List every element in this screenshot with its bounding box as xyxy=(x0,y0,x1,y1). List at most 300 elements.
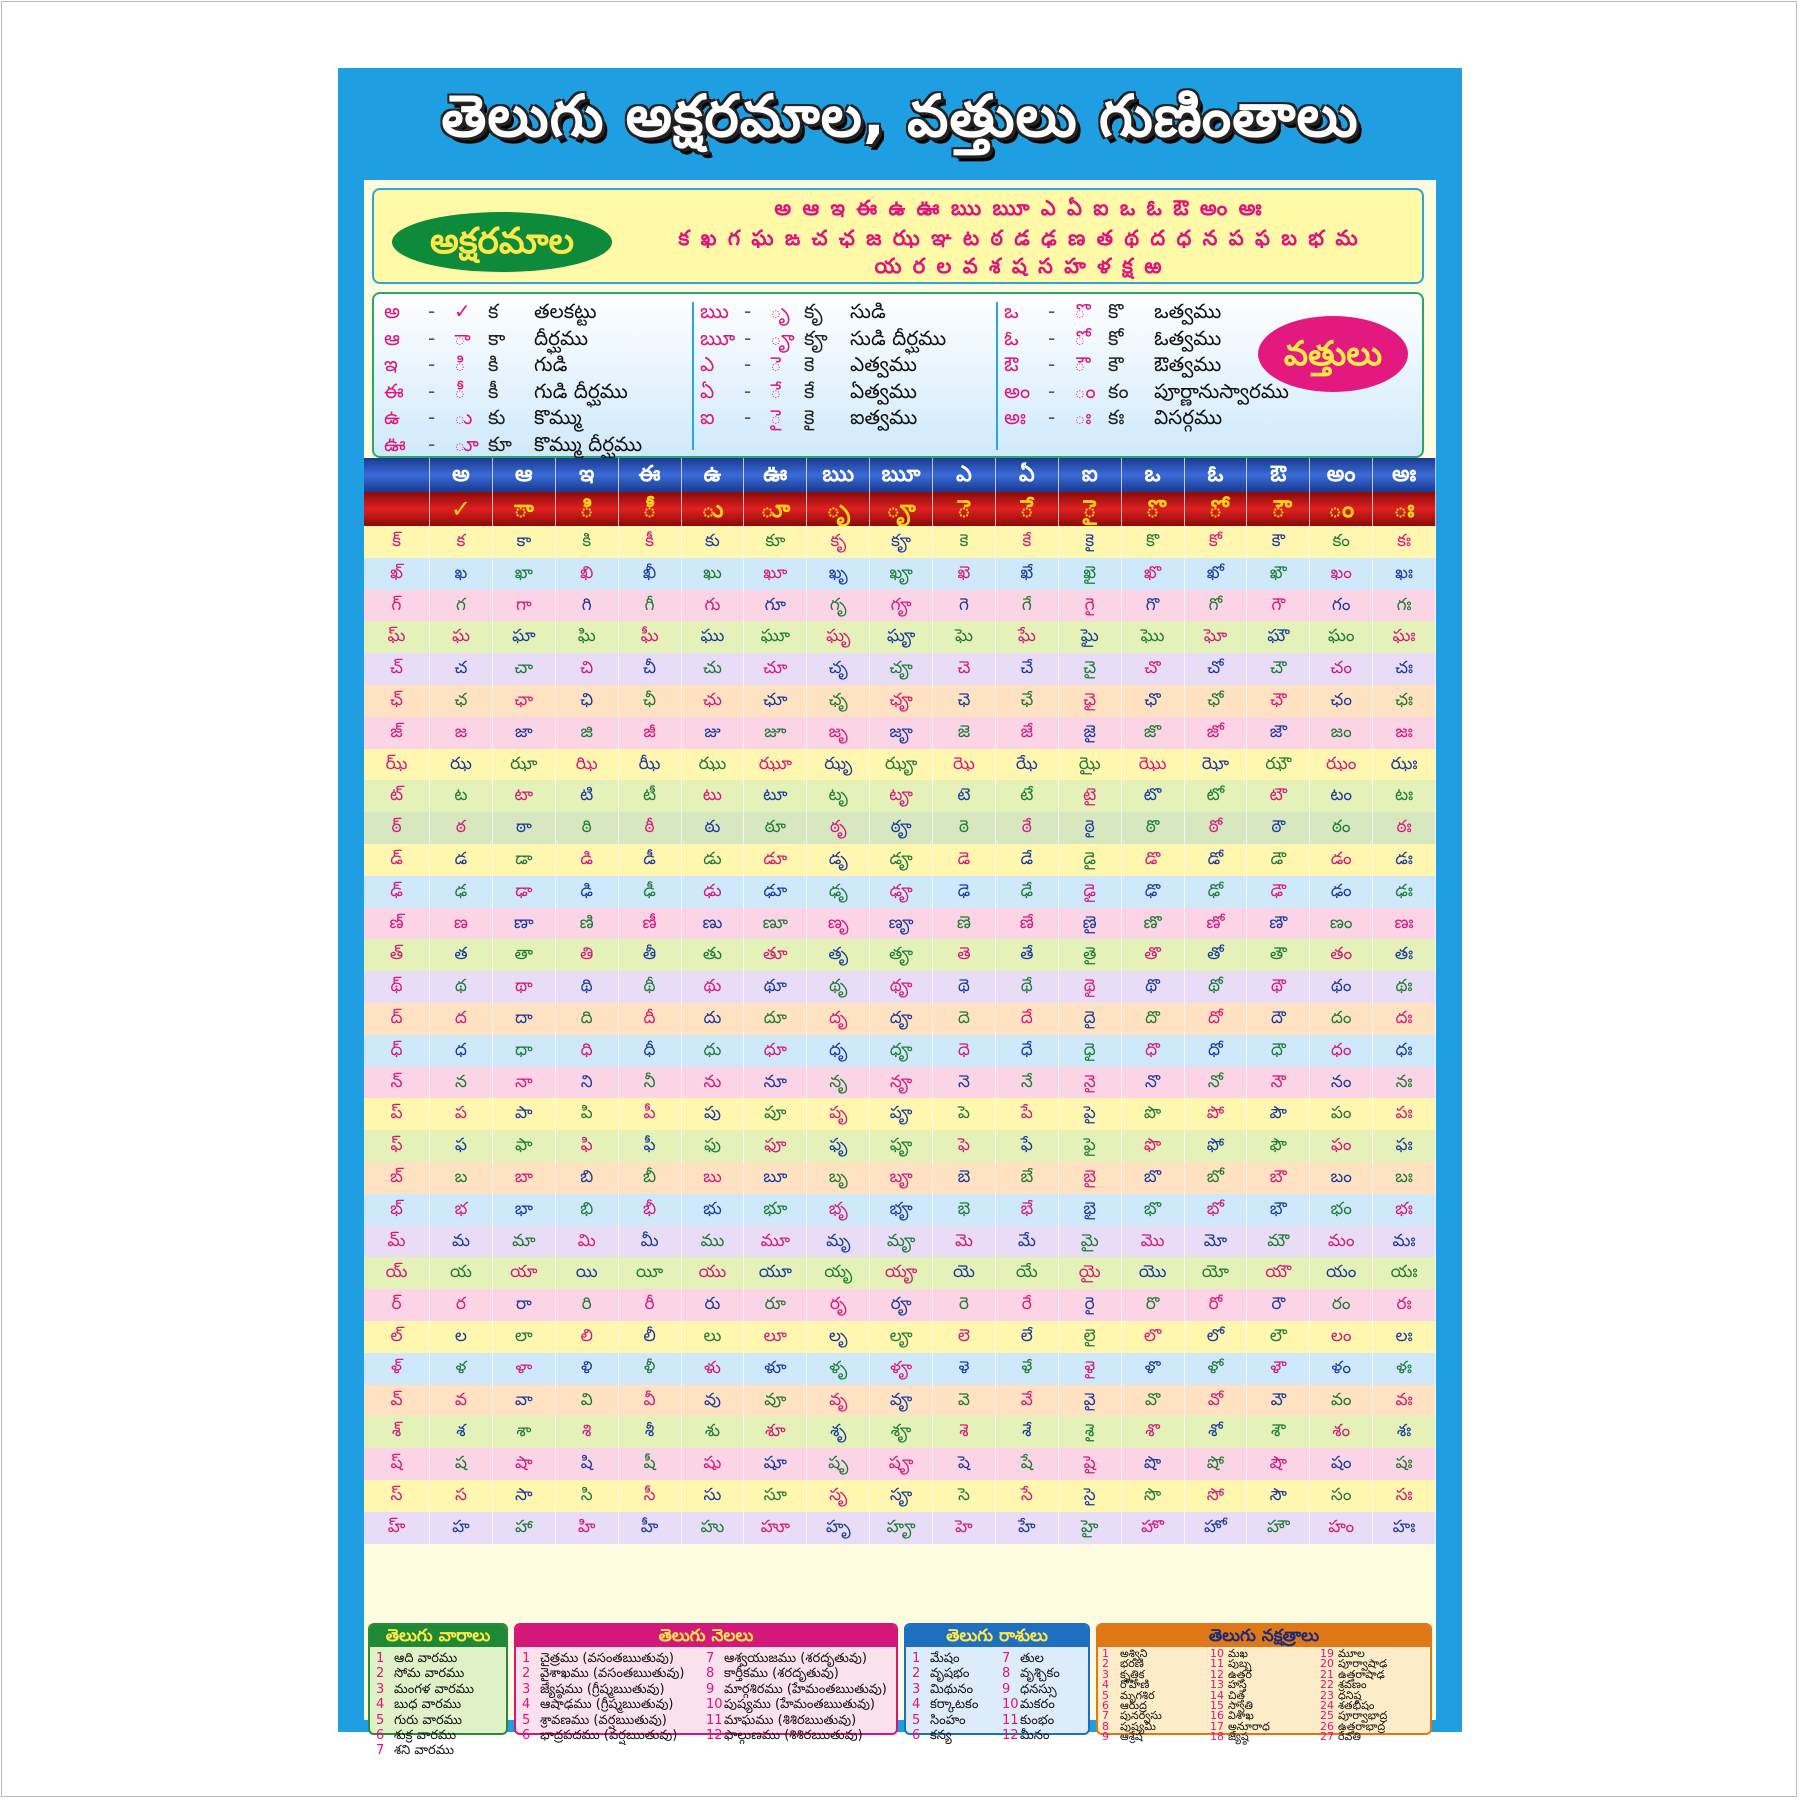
nakshatralu-box xyxy=(1096,1623,1432,1744)
vattulu-ka: కృ xyxy=(804,299,823,323)
rasulu-item xyxy=(1002,1697,1060,1712)
varalu-item xyxy=(376,1682,474,1697)
vowel-header-cell: ఇ xyxy=(556,458,619,492)
varalu-text: బుధ వారము xyxy=(394,1697,462,1713)
gunintham-cell: నం xyxy=(1310,1067,1373,1099)
vattulu-dash: - xyxy=(1048,378,1056,403)
gunintham-cell: ల xyxy=(430,1321,493,1353)
consonant-cell: ణ్ xyxy=(364,908,430,940)
gunintham-cell: ధీ xyxy=(619,1035,682,1067)
varalu-text: సోమ వారము xyxy=(394,1666,465,1682)
gunintham-cell: గే xyxy=(996,590,1059,622)
gunintham-cell: ఘో xyxy=(1185,621,1248,653)
vowel-header-cell: అ xyxy=(430,458,493,492)
gunintham-cell: షే xyxy=(996,1448,1059,1480)
gunintham-cell: భః xyxy=(1373,1194,1436,1226)
gunintham-cell: ఝ xyxy=(430,749,493,781)
vattulu-dash: - xyxy=(1048,352,1056,376)
nakshatralu-text: ఉత్తరాభాద్ర xyxy=(1338,1719,1386,1733)
gunintham-cell: కి xyxy=(556,526,619,558)
gunintham-cell: ఠౄ xyxy=(870,812,933,844)
varalu-item xyxy=(376,1651,474,1666)
gunintham-cell: యౄ xyxy=(870,1257,933,1289)
gunintham-cell: జ xyxy=(430,717,493,749)
nakshatralu-number: 4 xyxy=(1102,1678,1109,1692)
header-corner xyxy=(364,458,430,492)
gunintham-cell: కొ xyxy=(1122,526,1185,558)
gunintham-cell: మీ xyxy=(619,1226,682,1258)
vattulu-row xyxy=(384,431,684,458)
vattulu-name: ఔత్వము xyxy=(1154,352,1222,376)
rasulu-item xyxy=(912,1713,978,1728)
gunintham-cell: చీ xyxy=(619,653,682,685)
nakshatralu-number: 15 xyxy=(1210,1699,1224,1713)
gunintham-cell: చి xyxy=(556,653,619,685)
gunintham-cell: ఛః xyxy=(1373,685,1436,717)
gunintham-cell: ఘే xyxy=(996,621,1059,653)
gunintham-cell: ళు xyxy=(682,1353,745,1385)
vattulu-ka: కి xyxy=(488,352,499,376)
gunintham-cell: ఫే xyxy=(996,1130,1059,1162)
nelalu-number: 11 xyxy=(706,1712,723,1728)
nakshatralu-number: 13 xyxy=(1210,1678,1224,1692)
nakshatralu-number: 2 xyxy=(1102,1657,1109,1671)
gunintham-cell: ఢో xyxy=(1185,876,1248,908)
gunintham-cell: తృ xyxy=(807,939,870,971)
aksharamala-box xyxy=(372,188,1424,284)
vattulu-dash: - xyxy=(744,378,752,403)
nakshatralu-text: మఖ xyxy=(1228,1647,1248,1660)
nakshatralu-text: పునర్వసు xyxy=(1120,1709,1162,1723)
gunintham-cell: నః xyxy=(1373,1067,1436,1099)
nakshatralu-number: 18 xyxy=(1210,1730,1224,1744)
gunintham-cell: ఝూ xyxy=(744,749,807,781)
gunintham-cell: కు xyxy=(682,526,745,558)
gunintham-cell: కృ xyxy=(807,526,870,558)
gunintham-cell: రా xyxy=(493,1289,556,1321)
gunintham-cell: శి xyxy=(556,1416,619,1448)
vattulu-sym: ✓ xyxy=(454,299,471,323)
varalu-number: 1 xyxy=(376,1651,385,1666)
gunintham-cell: చో xyxy=(1185,653,1248,685)
vattulu-column-1 xyxy=(384,298,684,457)
consonant-cell: మ్ xyxy=(364,1226,430,1258)
gunintham-row xyxy=(364,1321,1436,1353)
gunintham-cell: భె xyxy=(933,1194,996,1226)
gunintham-row xyxy=(364,1353,1436,1385)
gunintham-cell: ఢీ xyxy=(619,876,682,908)
gunintham-cell: ఖో xyxy=(1185,558,1248,590)
rasulu-item xyxy=(1002,1728,1060,1743)
gunintham-cell: ఖా xyxy=(493,558,556,590)
gunintham-cell: త xyxy=(430,939,493,971)
vattulu-name: ఎత్వము xyxy=(850,352,917,376)
vattulu-letter: ఒ xyxy=(1004,299,1019,323)
vowel-header-cell: ఎ xyxy=(933,458,996,492)
rasulu-text: మేషం xyxy=(930,1651,960,1666)
gunintham-cell: ఝొ xyxy=(1122,749,1185,781)
gunintham-cell: సొ xyxy=(1122,1480,1185,1512)
vattulu-column-3 xyxy=(1004,298,1289,431)
varalu-text: మంగళ వారము xyxy=(394,1681,475,1697)
gunintham-cell: పూ xyxy=(744,1098,807,1130)
gunintham-cell: ధౄ xyxy=(870,1035,933,1067)
gunintham-cell: వా xyxy=(493,1385,556,1417)
gunintham-cell: దొ xyxy=(1122,1003,1185,1035)
gunintham-cell: తం xyxy=(1310,939,1373,971)
gunintham-row xyxy=(364,749,1436,781)
gunintham-cell: గి xyxy=(556,590,619,622)
gunintham-cell: భౄ xyxy=(870,1194,933,1226)
gunintham-cell: హృ xyxy=(807,1512,870,1544)
gunintham-cell: గీ xyxy=(619,590,682,622)
nelalu-number: 1 xyxy=(522,1651,531,1666)
vattulu-letter: ఊ xyxy=(384,431,406,456)
consonant-cell: ధ్ xyxy=(364,1035,430,1067)
gunintham-cell: ఢే xyxy=(996,876,1059,908)
nelalu-text: శ్రావణము (వర్షఋతువు) xyxy=(540,1712,667,1728)
gunintham-cell: సృ xyxy=(807,1480,870,1512)
gunintham-cell: ధో xyxy=(1185,1035,1248,1067)
gunintham-cell: లో xyxy=(1185,1321,1248,1353)
nelalu-item xyxy=(522,1682,684,1697)
gunintham-cell: ఛే xyxy=(996,685,1059,717)
gunintham-cell: టె xyxy=(933,780,996,812)
gunintham-cell: ఠొ xyxy=(1122,812,1185,844)
gunintham-cell: షా xyxy=(493,1448,556,1480)
gunintham-cell: షు xyxy=(682,1448,745,1480)
nakshatralu-number: 25 xyxy=(1320,1709,1334,1723)
gunintham-cell: ఢు xyxy=(682,876,745,908)
gunintham-cell: నూ xyxy=(744,1067,807,1099)
gunintham-cell: నై xyxy=(1059,1067,1122,1099)
nakshatralu-text: చిత్త xyxy=(1228,1688,1245,1702)
gunintham-cell: ణౄ xyxy=(870,908,933,940)
gunintham-cell: డా xyxy=(493,844,556,876)
vattulu-sym: ే xyxy=(770,378,782,403)
rasulu-item xyxy=(1002,1713,1060,1728)
gunintham-cell: ఝీ xyxy=(619,749,682,781)
vattulu-name: సుడి xyxy=(850,299,886,323)
gunintham-cell: రృ xyxy=(807,1289,870,1321)
sign-header-cell: ి xyxy=(556,492,619,526)
gunintham-cell: హూ xyxy=(744,1512,807,1544)
gunintham-cell: ఝౌ xyxy=(1247,749,1310,781)
vattulu-sym: ౌ xyxy=(1074,352,1086,376)
nakshatralu-heading: తెలుగు నక్షత్రాలు xyxy=(1098,1625,1430,1647)
gunintham-cell: ఠౌ xyxy=(1247,812,1310,844)
gunintham-cell: ఫొ xyxy=(1122,1130,1185,1162)
gunintham-cell: లం xyxy=(1310,1321,1373,1353)
gunintham-cell: డే xyxy=(996,844,1059,876)
gunintham-cell: వృ xyxy=(807,1385,870,1417)
gunintham-cell: బా xyxy=(493,1162,556,1194)
gunintham-cell: భౌ xyxy=(1247,1194,1310,1226)
vattulu-sym: ె xyxy=(770,352,782,376)
vattulu-letter: అం xyxy=(1004,378,1031,403)
gunintham-cell: వె xyxy=(933,1385,996,1417)
gunintham-cell: ద xyxy=(430,1003,493,1035)
gunintham-cell: టో xyxy=(1185,780,1248,812)
gunintham-cell: జూ xyxy=(744,717,807,749)
nakshatralu-number: 21 xyxy=(1320,1667,1334,1681)
gunintham-cell: సం xyxy=(1310,1480,1373,1512)
gunintham-cell: ఝో xyxy=(1185,749,1248,781)
sign-header-cell: ః xyxy=(1373,492,1436,526)
gunintham-cell: గై xyxy=(1059,590,1122,622)
gunintham-cell: లు xyxy=(682,1321,745,1353)
rasulu-item xyxy=(1002,1682,1060,1697)
nakshatralu-list-3 xyxy=(1320,1649,1387,1743)
gunintham-cell: య xyxy=(430,1257,493,1289)
gunintham-cell: బో xyxy=(1185,1162,1248,1194)
rasulu-text: కన్య xyxy=(930,1728,952,1744)
nelalu-number: 9 xyxy=(706,1681,715,1697)
gunintham-cell: చ xyxy=(430,653,493,685)
gunintham-cell: టీ xyxy=(619,780,682,812)
vowel-header-cell: ఒ xyxy=(1122,458,1185,492)
gunintham-cell: లౄ xyxy=(870,1321,933,1353)
gunintham-row xyxy=(364,844,1436,876)
sign-header-cell: ే xyxy=(996,492,1059,526)
weekdays-list xyxy=(376,1651,474,1759)
consonant-cell: చ్ xyxy=(364,653,430,685)
gunintham-cell: శొ xyxy=(1122,1416,1185,1448)
consonant-cell: న్ xyxy=(364,1067,430,1099)
gunintham-cell: ఠం xyxy=(1310,812,1373,844)
gunintham-cell: వో xyxy=(1185,1385,1248,1417)
gunintham-cell: ధం xyxy=(1310,1035,1373,1067)
vattulu-row xyxy=(384,298,684,325)
vattulu-divider xyxy=(996,302,998,450)
gunintham-cell: ణె xyxy=(933,908,996,940)
gunintham-cell: యు xyxy=(682,1257,745,1289)
gunintham-cell: షై xyxy=(1059,1448,1122,1480)
gunintham-cell: కా xyxy=(493,526,556,558)
gunintham-cell: ఘం xyxy=(1310,621,1373,653)
gunintham-cell: జా xyxy=(493,717,556,749)
gunintham-cell: కం xyxy=(1310,526,1373,558)
vattulu-row xyxy=(1004,351,1264,378)
gunintham-cell: యై xyxy=(1059,1257,1122,1289)
vattulu-ka: కొ xyxy=(1108,299,1124,323)
nakshatralu-number: 5 xyxy=(1102,1688,1109,1702)
gunintham-row xyxy=(364,1226,1436,1258)
gunintham-cell: వి xyxy=(556,1385,619,1417)
gunintham-cell: బై xyxy=(1059,1162,1122,1194)
nakshatralu-number: 11 xyxy=(1210,1657,1224,1671)
gunintham-cell: కే xyxy=(996,526,1059,558)
gunintham-cell: ఘీ xyxy=(619,621,682,653)
nakshatralu-item xyxy=(1102,1732,1162,1742)
nakshatralu-text: హస్త xyxy=(1228,1678,1247,1692)
gunintham-cell: బీ xyxy=(619,1162,682,1194)
rasulu-number: 2 xyxy=(912,1666,921,1682)
gunintham-cell: నీ xyxy=(619,1067,682,1099)
gunintham-cell: ఝః xyxy=(1373,749,1436,781)
vattulu-sym: ి xyxy=(454,352,466,376)
gunintham-cell: ఘః xyxy=(1373,621,1436,653)
gunintham-cell: డం xyxy=(1310,844,1373,876)
gunintham-row xyxy=(364,1162,1436,1194)
gunintham-cell: నే xyxy=(996,1067,1059,1099)
sign-header-cell: ూ xyxy=(744,492,807,526)
gunintham-cell: టౌ xyxy=(1247,780,1310,812)
gunintham-cell: బే xyxy=(996,1162,1059,1194)
gunintham-cell: శే xyxy=(996,1416,1059,1448)
gunintham-cell: భు xyxy=(682,1194,745,1226)
vattulu-letter: ౠ xyxy=(700,325,736,350)
vowel-header-cell: ఈ xyxy=(619,458,682,492)
gunintham-cell: డె xyxy=(933,844,996,876)
consonant-cell: జ్ xyxy=(364,717,430,749)
gunintham-cell: తా xyxy=(493,939,556,971)
gunintham-cell: దె xyxy=(933,1003,996,1035)
nakshatralu-text: పూర్వాభాద్ర xyxy=(1338,1709,1388,1723)
vattulu-dash: - xyxy=(428,352,436,376)
gunintham-cell: ఛీ xyxy=(619,685,682,717)
gunintham-cell: ము xyxy=(682,1226,745,1258)
gunintham-cell: ఛు xyxy=(682,685,745,717)
gunintham-cell: బ xyxy=(430,1162,493,1194)
nakshatralu-text: భరణి xyxy=(1120,1657,1144,1671)
gunintham-cell: యొ xyxy=(1122,1257,1185,1289)
gunintham-cell: ఢొ xyxy=(1122,876,1185,908)
vattulu-row xyxy=(384,351,684,378)
rasulu-number: 3 xyxy=(912,1681,921,1697)
nakshatralu-number: 1 xyxy=(1102,1647,1109,1660)
gunintham-cell: దౄ xyxy=(870,1003,933,1035)
rasulu-number: 8 xyxy=(1002,1666,1011,1682)
gunintham-cell: శౄ xyxy=(870,1416,933,1448)
gunintham-cell: శృ xyxy=(807,1416,870,1448)
gunintham-cell: ళి xyxy=(556,1353,619,1385)
gunintham-cell: టౄ xyxy=(870,780,933,812)
sign-header-cell: ం xyxy=(1310,492,1373,526)
nakshatralu-text: ఉత్తర xyxy=(1228,1667,1252,1681)
varalu-item xyxy=(376,1713,474,1728)
gunintham-cell: థా xyxy=(493,971,556,1003)
gunintham-cell: మొ xyxy=(1122,1226,1185,1258)
gunintham-cell: ళీ xyxy=(619,1353,682,1385)
gunintham-cell: ఫు xyxy=(682,1130,745,1162)
nelalu-item xyxy=(706,1728,887,1743)
gunintham-cell: ఖ xyxy=(430,558,493,590)
gunintham-cell: ఫః xyxy=(1373,1130,1436,1162)
vattulu-ka: కై xyxy=(804,405,815,429)
sign-header-cell: ✓ xyxy=(430,492,493,526)
gunintham-row xyxy=(364,939,1436,971)
header-corner xyxy=(364,492,430,526)
gunintham-cell: ళః xyxy=(1373,1353,1436,1385)
vattulu-ka: కౄ xyxy=(804,325,828,350)
rasulu-text: ధనస్సు xyxy=(1020,1681,1057,1697)
gunintham-cell: సే xyxy=(996,1480,1059,1512)
nakshatralu-number: 26 xyxy=(1320,1719,1334,1733)
gunintham-cell: షె xyxy=(933,1448,996,1480)
gunintham-cell: థొ xyxy=(1122,971,1185,1003)
gunintham-cell: వం xyxy=(1310,1385,1373,1417)
gunintham-cell: ఠూ xyxy=(744,812,807,844)
gunintham-cell: ధి xyxy=(556,1035,619,1067)
gunintham-cell: ఢా xyxy=(493,876,556,908)
gunintham-cell: వే xyxy=(996,1385,1059,1417)
vattulu-dash: - xyxy=(744,325,752,350)
consonant-cell: డ్ xyxy=(364,844,430,876)
gunintham-cell: ధొ xyxy=(1122,1035,1185,1067)
gunintham-cell: జి xyxy=(556,717,619,749)
nakshatralu-number: 16 xyxy=(1210,1709,1224,1723)
rasulu-list-2 xyxy=(1002,1651,1060,1743)
gunintham-cell: నా xyxy=(493,1067,556,1099)
gunintham-cell: కూ xyxy=(744,526,807,558)
rasulu-text: మకరం xyxy=(1020,1697,1055,1713)
gunintham-cell: ఘె xyxy=(933,621,996,653)
nelalu-number: 12 xyxy=(706,1728,723,1744)
gunintham-cell: ఢె xyxy=(933,876,996,908)
gunintham-row xyxy=(364,1067,1436,1099)
rasulu-item xyxy=(912,1682,978,1697)
vattulu-row xyxy=(384,404,684,431)
vattulu-row xyxy=(1004,325,1264,352)
vattulu-ka: క xyxy=(488,299,499,323)
gunintham-cell: నౌ xyxy=(1247,1067,1310,1099)
rasulu-number: 5 xyxy=(912,1712,921,1728)
nakshatralu-text: రేవతి xyxy=(1338,1730,1361,1744)
nakshatralu-text: శ్రవణం xyxy=(1338,1678,1367,1692)
months-list-1 xyxy=(522,1651,684,1743)
vattulu-sym: ై xyxy=(770,405,782,429)
vattulu-dash: - xyxy=(428,431,436,456)
gunintham-cell: రం xyxy=(1310,1289,1373,1321)
gunintham-cell: గః xyxy=(1373,590,1436,622)
gunintham-cell: లి xyxy=(556,1321,619,1353)
consonant-cell: ర్ xyxy=(364,1289,430,1321)
gunintham-cell: యే xyxy=(996,1257,1059,1289)
gunintham-cell: లా xyxy=(493,1321,556,1353)
rasulu-box xyxy=(904,1623,1090,1744)
gunintham-cell: లై xyxy=(1059,1321,1122,1353)
months-heading: తెలుగు నెలలు xyxy=(516,1625,896,1647)
gunintham-cell: లౌ xyxy=(1247,1321,1310,1353)
gunintham-cell: ఘు xyxy=(682,621,745,653)
vattulu-name: కొమ్ము xyxy=(534,405,582,429)
gunintham-cell: ఢం xyxy=(1310,876,1373,908)
nelalu-number: 5 xyxy=(522,1712,531,1728)
rasulu-number: 9 xyxy=(1002,1681,1011,1697)
gunintham-cell: తు xyxy=(682,939,745,971)
gunintham-cell: ధే xyxy=(996,1035,1059,1067)
gunintham-table xyxy=(364,458,1436,1544)
gunintham-row xyxy=(364,780,1436,812)
gunintham-cell: ఝా xyxy=(493,749,556,781)
rasulu-item xyxy=(912,1651,978,1666)
nakshatralu-text: శతభిషం xyxy=(1338,1699,1375,1713)
gunintham-cell: ఫృ xyxy=(807,1130,870,1162)
gunintham-cell: శః xyxy=(1373,1416,1436,1448)
gunintham-cell: యా xyxy=(493,1257,556,1289)
gunintham-cell: ఛా xyxy=(493,685,556,717)
rasulu-text: కుంభం xyxy=(1020,1712,1055,1728)
consonant-cell: గ్ xyxy=(364,590,430,622)
gunintham-cell: ఘూ xyxy=(744,621,807,653)
vowel-header-cell: ఊ xyxy=(744,458,807,492)
nakshatralu-number: 27 xyxy=(1320,1730,1334,1744)
gunintham-cell: థో xyxy=(1185,971,1248,1003)
gunintham-cell: ఝై xyxy=(1059,749,1122,781)
gunintham-cell: ఖి xyxy=(556,558,619,590)
vattulu-row xyxy=(1004,378,1289,405)
